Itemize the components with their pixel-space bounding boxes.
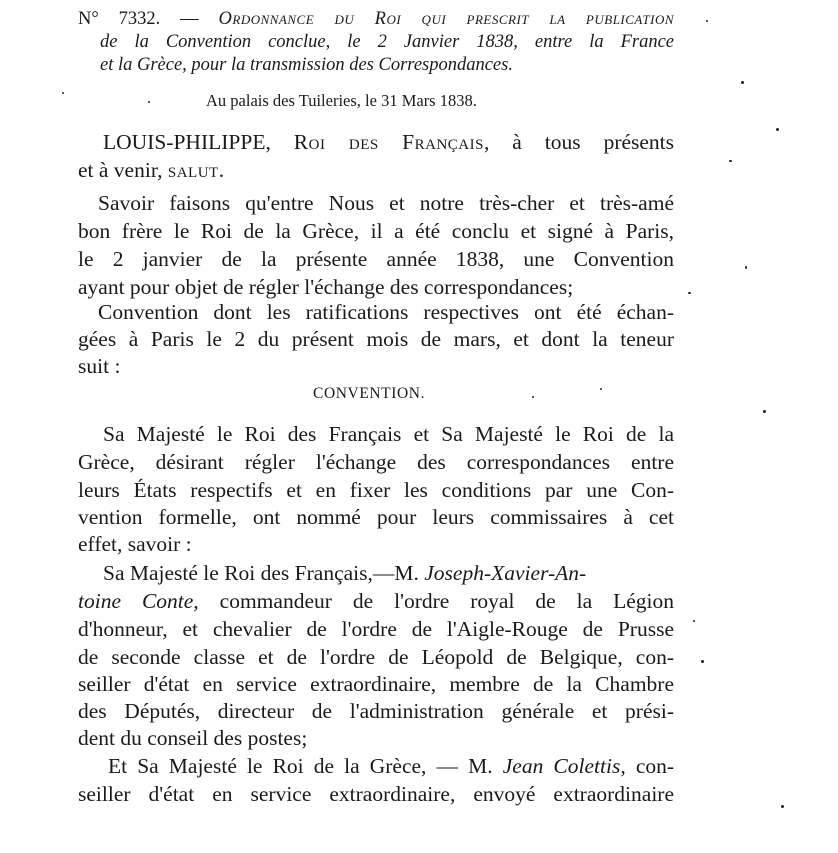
body-line: Savoir faisons qu'entre Nous et notre très-cher et très-amé (98, 191, 674, 215)
scan-speck (701, 660, 704, 663)
body-line: ayant pour objet de régler l'échange des correspondances; (78, 275, 574, 299)
preamble-line-2 (78, 156, 674, 184)
body-line: suit : (78, 354, 121, 378)
scan-speck (148, 101, 150, 103)
scan-speck (62, 92, 64, 94)
date-line: Au palais des Tuileries, le 31 Mars 1838. (206, 91, 477, 110)
body-line: le 2 janvier de la présente année 1838, une Convention (78, 247, 674, 271)
commissioner-2-name: Jean Colettis, (502, 754, 626, 778)
scan-speck (763, 410, 766, 413)
commissioner-2-line-2: seiller d'état en service extraordinaire, envoyé extraordinaire (78, 782, 674, 806)
commissioner-1-line: de seconde classe et de l'ordre de Léopold de Belgique, con- (78, 645, 674, 669)
scan-speck (693, 620, 695, 622)
heading-line-1 (78, 8, 674, 31)
preamble-line-1 (103, 128, 674, 156)
convention-line: vention formelle, ont nommé pour leurs commissaires à cet (78, 505, 674, 529)
commissioner-1-name-part2: toine Conte, (78, 589, 199, 613)
scan-speck (532, 396, 534, 398)
commissioner-1-line: dent du conseil des postes; (78, 726, 308, 750)
scan-speck (729, 160, 732, 162)
heading-title-line-1: Ordonnance du Roi qui prescrit la publication (218, 9, 675, 29)
preamble-rest: , à tous présents (483, 130, 675, 154)
heading-dash: — (180, 9, 199, 29)
scan-speck (600, 388, 602, 390)
commissioner-1-line: des Députés, directeur de l'administration générale et prési- (78, 699, 674, 723)
scan-speck (706, 20, 708, 22)
king-name: LOUIS-PHILIPPE, (103, 130, 271, 154)
commissioner-1-line-1 (103, 559, 674, 587)
scan-speck (781, 805, 784, 808)
convention-line: Grèce, désirant régler l'échange des correspondances entre (78, 450, 674, 474)
ordinance-heading (78, 8, 674, 77)
scan-speck (741, 81, 744, 84)
convention-line: Sa Majesté le Roi des Français et Sa Majesté le Roi de la (103, 422, 674, 446)
commissioner-2-tail: con- (635, 754, 675, 778)
heading-line-3: et la Grèce, pour la transmission des Correspondances. (100, 55, 513, 75)
heading-line-2: de la Convention conclue, le 2 Janvier 1838, entre la France (100, 32, 674, 52)
commissioner-2-line-1 (108, 752, 674, 780)
commissioner-1-line: seiller d'état en service extraordinaire, membre de la Chambre (78, 672, 674, 696)
commissioner-2-lead: Et Sa Majesté le Roi de la Grèce, — M. (108, 754, 493, 778)
preamble-greeting: et à venir, (78, 158, 163, 182)
scan-speck (688, 292, 691, 294)
scan-speck (776, 128, 779, 131)
ordinance-number: N° 7332. (78, 9, 161, 29)
body-line: Convention dont les ratifications respectives ont été échan- (98, 300, 674, 324)
commissioner-1-line2-rest: commandeur de l'ordre royal de la Légion (219, 589, 675, 613)
commissioner-1-line: d'honneur, et chevalier de l'ordre de l'Aigle-Rouge de Prusse (78, 617, 674, 641)
commissioner-1-name-part1: Joseph-Xavier-An- (424, 561, 587, 585)
convention-title: CONVENTION. (313, 385, 426, 402)
body-line: gées à Paris le 2 du présent mois de mars, et dont la teneur (78, 327, 674, 351)
convention-line: effet, savoir : (78, 532, 192, 556)
scan-speck (745, 266, 747, 269)
king-title: Roi des Français (293, 130, 484, 154)
body-line: bon frère le Roi de la Grèce, il a été conclu et signé à Paris, (78, 219, 674, 243)
salut-word: salut. (167, 158, 225, 182)
convention-line: leurs États respectifs et en fixer les conditions par une Con- (78, 478, 674, 502)
commissioner-1-line-2 (78, 587, 674, 615)
commissioner-1-lead: Sa Majesté le Roi des Français,—M. (103, 561, 419, 585)
